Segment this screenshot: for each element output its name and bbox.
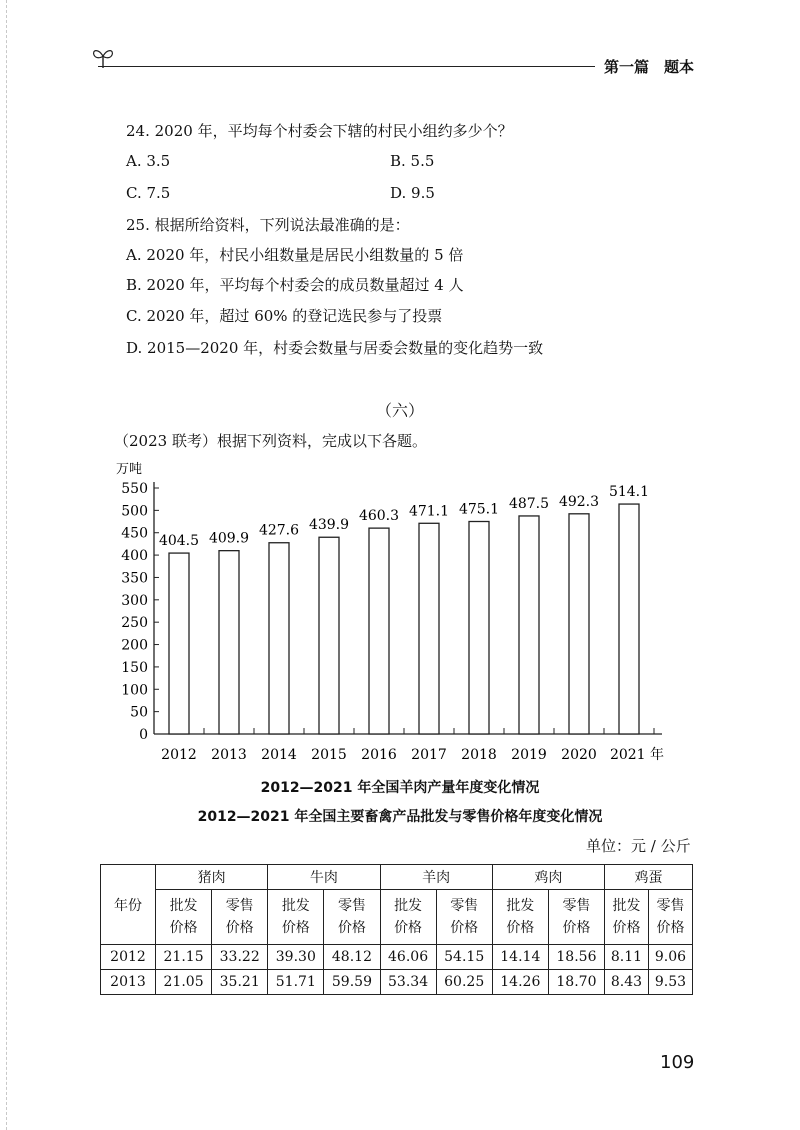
section-intro: （2023 联考）根据下列资料，完成以下各题。	[114, 432, 427, 450]
group-header-chicken: 鸡肉	[492, 865, 604, 890]
table-cell: 33.22	[212, 945, 268, 970]
y-tick-label: 100	[121, 682, 148, 699]
page-number: 109	[660, 1052, 695, 1073]
sub-header-retail: 零售 价格	[648, 890, 692, 945]
data-label-2021: 514.1	[608, 484, 650, 501]
y-tick-label: 250	[121, 615, 148, 632]
table-cell: 21.05	[156, 970, 212, 995]
x-tick-label-2016: 2016	[361, 747, 397, 763]
data-label-2016: 460.3	[358, 508, 400, 525]
x-tick-label-2019: 2019	[511, 747, 547, 763]
bar-2021	[619, 504, 639, 734]
bar-2012	[169, 553, 189, 734]
table-cell: 9.53	[648, 970, 692, 995]
price-table	[100, 864, 693, 995]
x-tick-label-2020: 2020	[561, 747, 597, 763]
data-label-2014: 427.6	[258, 522, 300, 539]
x-tick-label-2014: 2014	[261, 747, 297, 763]
table-cell: 8.43	[605, 970, 649, 995]
section-number: （六）	[375, 401, 424, 420]
table-cell: 54.15	[436, 945, 492, 970]
data-label-2012: 404.5	[158, 533, 200, 550]
question-24-option-b: B. 5.5	[390, 152, 435, 170]
table-cell: 18.56	[548, 945, 604, 970]
header-rule	[98, 66, 595, 67]
data-label-2013: 409.9	[208, 530, 250, 547]
table-cell: 53.34	[380, 970, 436, 995]
bar-2019	[519, 516, 539, 734]
data-label-2020: 492.3	[558, 493, 600, 510]
y-axis-label: 万吨	[116, 462, 143, 477]
question-25-stem: 25. 根据所给资料，下列说法最准确的是：	[126, 216, 410, 234]
group-header-egg: 鸡蛋	[605, 865, 693, 890]
bar-2013	[219, 551, 239, 734]
table-header-row	[101, 865, 693, 890]
sub-header-wholesale: 批发 价格	[380, 890, 436, 945]
x-tick-label-2015: 2015	[311, 747, 347, 763]
y-tick-label: 500	[121, 503, 148, 520]
bar-2015	[319, 537, 339, 734]
question-24-option-d: D. 9.5	[390, 184, 435, 202]
row-year: 2013	[101, 970, 156, 995]
sub-header-retail: 零售 价格	[436, 890, 492, 945]
table-cell: 18.70	[548, 970, 604, 995]
sub-header-wholesale: 批发 价格	[268, 890, 324, 945]
table-cell: 9.06	[648, 945, 692, 970]
x-tick-label-2018: 2018	[461, 747, 497, 763]
table-cell: 46.06	[380, 945, 436, 970]
data-label-2015: 439.9	[308, 517, 350, 534]
y-tick-label: 400	[121, 548, 148, 565]
bar-2014	[269, 543, 289, 734]
question-25-option-d: D. 2015—2020 年，村委会数量与居委会数量的变化趋势一致	[126, 339, 544, 357]
table-cell: 51.71	[268, 970, 324, 995]
y-tick-label: 0	[139, 727, 148, 743]
table-cell: 8.11	[605, 945, 649, 970]
question-25-option-b: B. 2020 年，平均每个村委会的成员数量超过 4 人	[126, 276, 464, 294]
table-subheader-row	[101, 890, 693, 945]
bar-2016	[369, 528, 389, 734]
group-header-pork: 猪肉	[156, 865, 268, 890]
x-tick-label-2012: 2012	[161, 747, 197, 763]
chart-title: 2012—2021 年全国羊肉产量年度变化情况	[260, 780, 540, 796]
sub-header-retail: 零售 价格	[548, 890, 604, 945]
y-tick-label: 200	[121, 637, 148, 654]
y-tick-label: 550	[121, 481, 148, 497]
table-cell: 60.25	[436, 970, 492, 995]
table-unit: 单位：元 / 公斤	[586, 837, 691, 855]
question-24-option-c: C. 7.5	[126, 184, 171, 202]
table-cell: 14.14	[492, 945, 548, 970]
question-25-option-a: A. 2020 年，村民小组数量是居民小组数量的 5 倍	[126, 246, 464, 264]
sub-header-retail: 零售 价格	[324, 890, 380, 945]
header-title: 第一篇 题本	[604, 58, 695, 76]
table-cell: 35.21	[212, 970, 268, 995]
table-cell: 21.15	[156, 945, 212, 970]
data-label-2018: 475.1	[458, 501, 500, 518]
table-cell: 48.12	[324, 945, 380, 970]
question-25-option-c: C. 2020 年，超过 60% 的登记选民参与了投票	[126, 307, 443, 325]
question-24-stem: 24. 2020 年，平均每个村委会下辖的村民小组约多少个？	[126, 122, 513, 140]
sub-header-wholesale: 批发 价格	[605, 890, 649, 945]
year-header: 年份	[101, 865, 156, 945]
table-cell: 39.30	[268, 945, 324, 970]
table-title: 2012—2021 年全国主要畜禽产品批发与零售价格年度变化情况	[197, 809, 603, 825]
y-tick-label: 350	[121, 570, 148, 587]
y-tick-label: 450	[121, 525, 148, 542]
table-cell: 59.59	[324, 970, 380, 995]
question-24-option-a: A. 3.5	[126, 152, 171, 170]
y-tick-label: 150	[121, 659, 148, 676]
bar-2020	[569, 514, 589, 734]
mutton-production-chart	[0, 455, 800, 775]
data-label-2017: 471.1	[408, 503, 450, 520]
table-row	[101, 945, 693, 970]
x-tick-label-2017: 2017	[411, 747, 447, 763]
sub-header-retail: 零售 价格	[212, 890, 268, 945]
y-tick-label: 50	[130, 704, 148, 721]
y-tick-label: 300	[121, 592, 148, 609]
group-header-mutton: 羊肉	[380, 865, 492, 890]
sub-header-wholesale: 批发 价格	[156, 890, 212, 945]
bar-2018	[469, 522, 489, 734]
row-year: 2012	[101, 945, 156, 970]
x-tick-label-2013: 2013	[211, 747, 247, 763]
table-row	[101, 970, 693, 995]
data-label-2019: 487.5	[508, 495, 550, 512]
table-cell: 14.26	[492, 970, 548, 995]
bar-2017	[419, 523, 439, 734]
group-header-beef: 牛肉	[268, 865, 380, 890]
sub-header-wholesale: 批发 价格	[492, 890, 548, 945]
x-tick-label-2021: 2021 年	[609, 747, 665, 763]
